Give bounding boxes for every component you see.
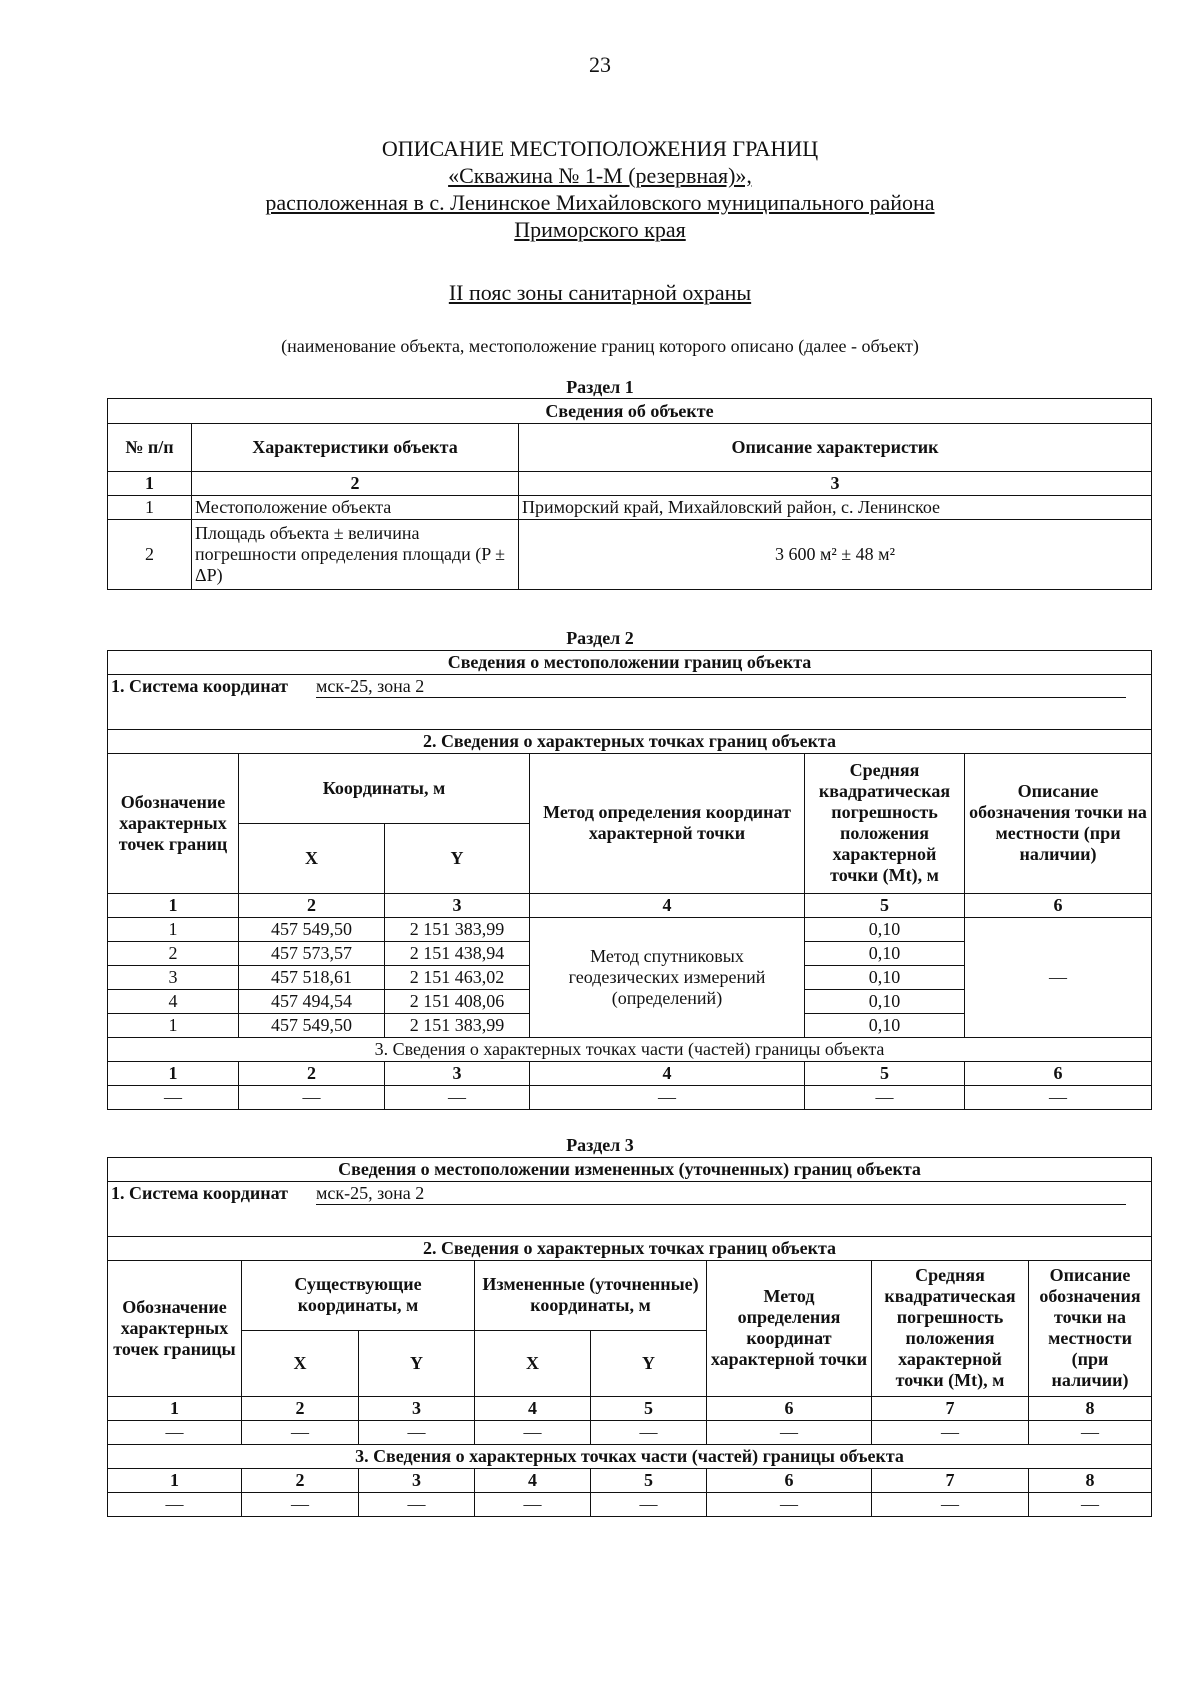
existing-x-header: X: [242, 1330, 359, 1396]
col-number: 6: [965, 893, 1152, 917]
col-number: 3: [359, 1468, 475, 1492]
section3-table: [107, 1157, 1152, 1517]
points-heading: 2. Сведения о характерных точках границ объекта: [108, 729, 1152, 753]
description-header: Описание обозначения точки на местности (при наличии): [965, 753, 1152, 893]
row-num: 1: [108, 496, 192, 520]
col-number: 3: [359, 1396, 475, 1420]
empty-cell: —: [108, 1085, 239, 1109]
blank-row: [108, 1206, 1152, 1237]
col-number: 5: [591, 1396, 707, 1420]
designation-header: Обозначение характерных точек границы: [108, 1260, 242, 1396]
col-number: 2: [239, 893, 385, 917]
blank-row: [108, 699, 1152, 730]
section1-table: [107, 398, 1152, 590]
designation-header: Обозначение характерных точек границ: [108, 753, 239, 893]
row-description: 3 600 м² ± 48 м²: [519, 520, 1152, 590]
method-header: Метод определения координат характерной точки: [530, 753, 805, 893]
col-number: 6: [707, 1468, 872, 1492]
point-id: 2: [108, 941, 239, 965]
section2-heading: Сведения о местоположении границ объекта: [108, 651, 1152, 675]
title-line-1: ОПИСАНИЕ МЕСТОПОЛОЖЕНИЯ ГРАНИЦ: [381, 136, 819, 161]
col-number: 2: [242, 1468, 359, 1492]
existing-y-header: Y: [359, 1330, 475, 1396]
empty-cell: —: [805, 1085, 965, 1109]
col-number: 1: [108, 1468, 242, 1492]
row-description: Приморский край, Михайловский район, с. Ленинское: [519, 496, 1152, 520]
object-caption: (наименование объекта, местоположение границ которого описано (далее - объект): [281, 336, 919, 356]
section3-label: Раздел 3: [566, 1135, 634, 1155]
empty-cell: —: [475, 1492, 591, 1516]
table-row: [108, 917, 1152, 941]
col-number: 7: [872, 1396, 1029, 1420]
title-line-3: расположенная в с. Ленинское Михайловского муниципального района: [265, 190, 935, 215]
point-x: 457 549,50: [239, 1013, 385, 1037]
empty-cell: —: [108, 1492, 242, 1516]
point-y: 2 151 463,02: [385, 965, 530, 989]
col-num-header: № п/п: [108, 424, 192, 472]
point-y: 2 151 408,06: [385, 989, 530, 1013]
empty-cell: —: [1029, 1420, 1152, 1444]
empty-cell: —: [965, 1085, 1152, 1109]
empty-cell: —: [707, 1492, 872, 1516]
table-row: [108, 496, 1152, 520]
table-row: [108, 1492, 1152, 1516]
col-characteristic-header: Характеристики объекта: [192, 424, 519, 472]
col-number: 5: [805, 1061, 965, 1085]
empty-cell: —: [530, 1085, 805, 1109]
empty-cell: —: [108, 1420, 242, 1444]
col-number: 6: [965, 1061, 1152, 1085]
point-y: 2 151 438,94: [385, 941, 530, 965]
empty-cell: —: [707, 1420, 872, 1444]
point-y: 2 151 383,99: [385, 1013, 530, 1037]
coord-system-value: мск-25, зона 2: [316, 1183, 1126, 1205]
empty-cell: —: [385, 1085, 530, 1109]
table-row: [108, 1085, 1152, 1109]
coord-system-label: 1. Система координат: [111, 1182, 288, 1203]
col-number: 4: [475, 1396, 591, 1420]
col-number: 4: [475, 1468, 591, 1492]
changed-x-header: X: [475, 1330, 591, 1396]
col-number: 1: [108, 472, 192, 496]
row-characteristic: Местоположение объекта: [192, 496, 519, 520]
empty-cell: —: [591, 1492, 707, 1516]
description-header: Описание обозначения точки на местности (при наличии): [1029, 1260, 1152, 1396]
col-number: 8: [1029, 1468, 1152, 1492]
document-title: [100, 135, 1100, 243]
col-number: 2: [242, 1396, 359, 1420]
empty-cell: —: [239, 1085, 385, 1109]
section1-label: Раздел 1: [566, 377, 634, 397]
col-number: 3: [385, 1061, 530, 1085]
table-row: [108, 1420, 1152, 1444]
method-value: Метод спутниковых геодезических измерений (определений): [530, 917, 805, 1037]
point-y: 2 151 383,99: [385, 917, 530, 941]
section3-heading: Сведения о местоположении измененных (уточненных) границ объекта: [108, 1158, 1152, 1182]
table-row: [108, 520, 1152, 590]
point-mt: 0,10: [805, 1013, 965, 1037]
point-x: 457 518,61: [239, 965, 385, 989]
point-mt: 0,10: [805, 917, 965, 941]
col-number: 5: [805, 893, 965, 917]
empty-cell: —: [591, 1420, 707, 1444]
empty-cell: —: [872, 1492, 1029, 1516]
col-number: 3: [385, 893, 530, 917]
empty-cell: —: [359, 1420, 475, 1444]
accuracy-header: Средняя квадратическая погрешность положения характерной точки (Mt), м: [805, 753, 965, 893]
col-number: 4: [530, 1061, 805, 1085]
coord-system-label: 1. Система координат: [111, 675, 288, 696]
coords-header: Координаты, м: [239, 753, 530, 823]
x-header: X: [239, 823, 385, 893]
point-id: 3: [108, 965, 239, 989]
row-characteristic: Площадь объекта ± величина погрешности определения площади (P ± ΔP): [192, 520, 519, 590]
point-x: 457 573,57: [239, 941, 385, 965]
existing-coords-header: Существующие координаты, м: [242, 1260, 475, 1330]
col-number: 1: [108, 893, 239, 917]
zone-subtitle: II пояс зоны санитарной охраны: [448, 280, 752, 305]
section1-heading: Сведения об объекте: [108, 399, 1152, 424]
col-number: 1: [108, 1396, 242, 1420]
empty-cell: —: [872, 1420, 1029, 1444]
col-description-header: Описание характеристик: [519, 424, 1152, 472]
col-number: 5: [591, 1468, 707, 1492]
parts-heading: 3. Сведения о характерных точках части (частей) границы объекта: [108, 1037, 1152, 1061]
point-x: 457 549,50: [239, 917, 385, 941]
point-id: 1: [108, 917, 239, 941]
empty-cell: —: [242, 1492, 359, 1516]
empty-cell: —: [359, 1492, 475, 1516]
changed-y-header: Y: [591, 1330, 707, 1396]
col-number: 1: [108, 1061, 239, 1085]
empty-cell: —: [475, 1420, 591, 1444]
empty-cell: —: [1029, 1492, 1152, 1516]
title-line-4: Приморского края: [514, 217, 686, 242]
col-number: 3: [519, 472, 1152, 496]
accuracy-header: Средняя квадратическая погрешность положения характерной точки (Mt), м: [872, 1260, 1029, 1396]
empty-cell: —: [242, 1420, 359, 1444]
col-number: 2: [192, 472, 519, 496]
points-heading: 2. Сведения о характерных точках границ объекта: [108, 1236, 1152, 1260]
col-number: 6: [707, 1396, 872, 1420]
title-line-2: «Скважина № 1-М (резервная)»,: [448, 163, 752, 188]
point-x: 457 494,54: [239, 989, 385, 1013]
point-mt: 0,10: [805, 989, 965, 1013]
point-id: 1: [108, 1013, 239, 1037]
row-num: 2: [108, 520, 192, 590]
point-mt: 0,10: [805, 965, 965, 989]
parts-heading: 3. Сведения о характерных точках части (частей) границы объекта: [108, 1444, 1152, 1468]
col-number: 8: [1029, 1396, 1152, 1420]
col-number: 2: [239, 1061, 385, 1085]
method-header: Метод определения координат характерной точки: [707, 1260, 872, 1396]
section2-table: [107, 650, 1152, 1110]
coord-system-value: мск-25, зона 2: [316, 676, 1126, 698]
col-number: 4: [530, 893, 805, 917]
section2-label: Раздел 2: [566, 628, 634, 648]
description-value: —: [965, 917, 1152, 1037]
page-number: 23: [589, 52, 611, 77]
point-id: 4: [108, 989, 239, 1013]
point-mt: 0,10: [805, 941, 965, 965]
y-header: Y: [385, 823, 530, 893]
changed-coords-header: Измененные (уточненные) координаты, м: [475, 1260, 707, 1330]
col-number: 7: [872, 1468, 1029, 1492]
